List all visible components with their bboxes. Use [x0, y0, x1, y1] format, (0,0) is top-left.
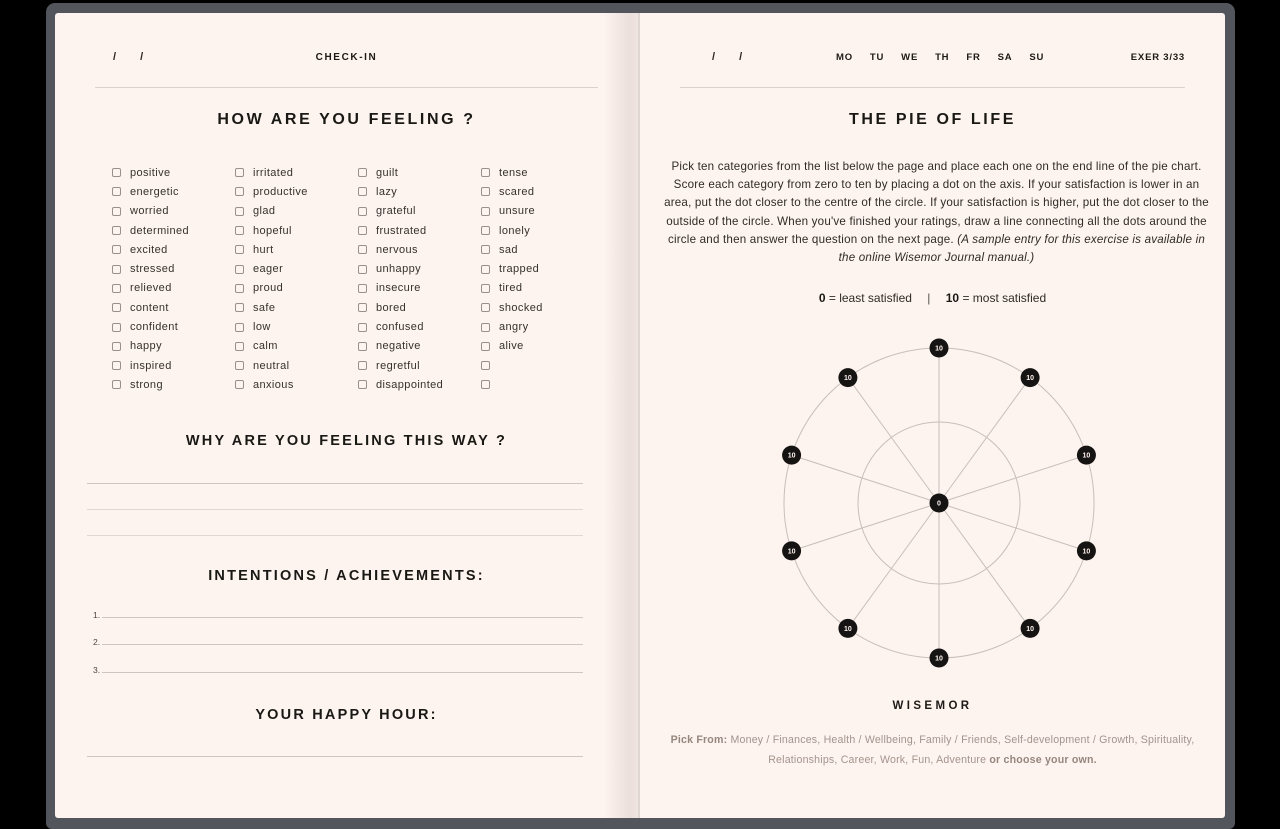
scale-max-value: 10	[945, 291, 960, 305]
intention-number: 3.	[93, 664, 101, 675]
feeling-item	[112, 202, 235, 221]
feeling-item	[235, 337, 358, 356]
weekday-fr[interactable]: FR	[966, 52, 981, 63]
axis-spoke[interactable]	[792, 500, 941, 551]
feeling-label: grateful	[376, 205, 416, 218]
header-divider	[95, 87, 598, 88]
life-wheel	[769, 333, 1109, 673]
feeling-label: stressed	[130, 263, 175, 276]
feeling-item	[358, 182, 481, 201]
feeling-checkbox[interactable]	[481, 361, 490, 370]
intention-line	[93, 618, 583, 646]
axis-spoke[interactable]	[937, 500, 1030, 628]
feeling-checkbox[interactable]	[235, 265, 244, 274]
feeling-label: worried	[130, 205, 169, 218]
feeling-checkbox[interactable]	[235, 207, 244, 216]
feeling-checkbox[interactable]	[235, 245, 244, 254]
axis-end-dot-label: 10	[787, 548, 796, 556]
axis-spoke[interactable]	[939, 455, 1086, 503]
feeling-checkbox[interactable]	[358, 361, 367, 370]
feeling-checkbox[interactable]	[481, 187, 490, 196]
feeling-item	[358, 240, 481, 259]
feeling-item	[112, 259, 235, 278]
feeling-checkbox[interactable]	[235, 226, 244, 235]
feeling-label: proud	[253, 282, 284, 295]
intentions-heading: INTENTIONS / ACHIEVEMENTS:	[208, 568, 485, 584]
axis-end-dot[interactable]	[1077, 446, 1096, 465]
journal-cover	[46, 3, 1235, 829]
axis-end-dot[interactable]	[1021, 619, 1040, 638]
feeling-label: sad	[499, 243, 518, 256]
axis-end-dot[interactable]	[930, 339, 949, 358]
write-line[interactable]	[102, 644, 583, 645]
feeling-label: anxious	[253, 378, 294, 391]
feeling-label: happy	[130, 340, 162, 353]
axis-end-dot[interactable]	[1021, 368, 1040, 387]
scale-min-value: 0	[818, 291, 826, 305]
feeling-label: relieved	[130, 282, 172, 295]
brand-wisemor: WISEMOR	[892, 700, 973, 712]
axis-end-dot[interactable]	[1077, 541, 1096, 560]
feeling-label: tired	[499, 282, 523, 295]
feeling-label: lazy	[376, 185, 398, 198]
feeling-checkbox[interactable]	[358, 380, 367, 389]
feeling-item	[112, 317, 235, 336]
write-line[interactable]	[87, 458, 583, 484]
feeling-item	[235, 356, 358, 375]
feeling-label: bored	[376, 301, 407, 314]
write-line[interactable]	[102, 672, 583, 673]
feeling-checkbox[interactable]	[235, 168, 244, 177]
feeling-label: unhappy	[376, 263, 422, 276]
date-slash: /	[712, 51, 716, 63]
feeling-checkbox[interactable]	[235, 187, 244, 196]
feeling-checkbox[interactable]	[112, 380, 121, 389]
center-dot[interactable]	[930, 494, 949, 513]
feeling-label: energetic	[130, 185, 179, 198]
write-line[interactable]	[87, 510, 583, 536]
feeling-checkbox[interactable]	[481, 380, 490, 389]
axis-spoke[interactable]	[939, 378, 1030, 503]
instructions-note: (A sample entry for this exercise is available in the online Wisemor Journal manual.)	[838, 232, 1206, 265]
date-field[interactable]	[712, 51, 742, 63]
feeling-label: negative	[376, 340, 421, 353]
feeling-checkbox[interactable]	[112, 187, 121, 196]
feeling-checkbox[interactable]	[358, 187, 367, 196]
axis-end-dot-label: 10	[843, 625, 852, 633]
feeling-item	[235, 163, 358, 182]
feeling-item	[235, 202, 358, 221]
feeling-item	[481, 356, 604, 375]
feeling-checkbox[interactable]	[481, 245, 490, 254]
page-pie-of-life	[638, 13, 1225, 818]
axis-spoke[interactable]	[848, 500, 941, 628]
feeling-label: hurt	[253, 243, 274, 256]
axis-end-dot[interactable]	[930, 649, 949, 668]
page-title-check-in: CHECK-IN	[315, 52, 378, 63]
date-slash: /	[113, 51, 117, 63]
axis-end-dot[interactable]	[782, 541, 801, 560]
weekday-tu[interactable]: TU	[869, 52, 885, 63]
feeling-item	[481, 182, 604, 201]
feeling-label: inspired	[130, 359, 172, 372]
feeling-checkbox[interactable]	[235, 380, 244, 389]
categories-footer	[668, 731, 1197, 770]
feeling-checkbox[interactable]	[358, 168, 367, 177]
pie-of-life-heading: THE PIE OF LIFE	[848, 111, 1016, 128]
feeling-checkbox[interactable]	[358, 265, 367, 274]
feelings-grid	[112, 163, 604, 395]
feelings-heading: HOW ARE YOU FEELING ?	[217, 111, 476, 128]
feeling-item	[481, 221, 604, 240]
feeling-label: safe	[253, 301, 276, 314]
feeling-checkbox[interactable]	[358, 323, 367, 332]
feeling-checkbox[interactable]	[358, 284, 367, 293]
feeling-item	[358, 375, 481, 394]
weekday-mo[interactable]: MO	[836, 52, 853, 63]
feeling-checkbox[interactable]	[112, 207, 121, 216]
feeling-label: insecure	[376, 282, 421, 295]
feeling-label: unsure	[499, 205, 536, 218]
feeling-checkbox[interactable]	[481, 168, 490, 177]
feeling-label: shocked	[499, 301, 543, 314]
instructions-main: Pick ten categories from the list below the page and place each one on the end line of the pie chart. Score each category from zero to ten by placing a dot on the axis. If your satisfaction is lower in an area, put the dot closer to the centre of the circle. If your satisfaction is higher, put the dot closer to the outside of the circle. When you've finished your ratings, draw a line connecting all the dots around the circle and then answer the question on the next page.	[664, 160, 1209, 246]
footer-tail: or choose your own.	[989, 753, 1097, 766]
axis-end-dot-label: 10	[1026, 375, 1035, 383]
feeling-checkbox[interactable]	[112, 265, 121, 274]
feeling-item	[235, 375, 358, 394]
scale-min-text: = least satisfied	[828, 291, 912, 305]
intention-number: 2.	[93, 637, 101, 647]
feeling-item	[481, 298, 604, 317]
feeling-label: confident	[130, 321, 179, 334]
write-line[interactable]	[102, 617, 583, 618]
axis-end-dot-label: 10	[935, 655, 943, 663]
feeling-checkbox[interactable]	[112, 361, 121, 370]
axis-spoke[interactable]	[792, 455, 939, 503]
feeling-checkbox[interactable]	[481, 284, 490, 293]
feeling-label: neutral	[253, 359, 290, 372]
feeling-checkbox[interactable]	[112, 168, 121, 177]
feeling-item	[481, 279, 604, 298]
page-check-in	[55, 13, 638, 818]
feeling-checkbox[interactable]	[112, 245, 121, 254]
feeling-checkbox[interactable]	[358, 342, 367, 351]
weekday-su[interactable]: SU	[1029, 52, 1045, 63]
weekday-sa[interactable]: SA	[997, 52, 1013, 63]
feeling-checkbox[interactable]	[235, 323, 244, 332]
feeling-label: strong	[130, 378, 163, 391]
feeling-label: irritated	[253, 166, 294, 179]
feeling-item	[481, 163, 604, 182]
feeling-item	[358, 259, 481, 278]
feeling-item	[112, 337, 235, 356]
feeling-item	[358, 163, 481, 182]
feeling-item	[481, 317, 604, 336]
feeling-item	[112, 221, 235, 240]
footer-categories: Money / Finances, Health / Wellbeing, Family / Friends, Self-development / Growth, Spirituality, Relationships, Career, Work, Fun, Adventure	[730, 734, 1195, 766]
feeling-checkbox[interactable]	[358, 207, 367, 216]
feeling-checkbox[interactable]	[481, 226, 490, 235]
axis-end-dot[interactable]	[838, 619, 857, 638]
feeling-item	[112, 279, 235, 298]
intention-line	[93, 590, 583, 618]
feeling-item	[112, 163, 235, 182]
right-header	[640, 51, 1225, 67]
date-slash: /	[140, 51, 144, 63]
left-header	[55, 51, 638, 67]
feeling-item	[358, 202, 481, 221]
feeling-label: nervous	[376, 243, 418, 256]
feeling-item	[358, 221, 481, 240]
feeling-label: angry	[499, 321, 529, 334]
feeling-checkbox[interactable]	[235, 303, 244, 312]
feeling-item	[235, 182, 358, 201]
feeling-label: confused	[376, 321, 424, 334]
axis-end-dot-label: 10	[1082, 452, 1091, 460]
feeling-item	[358, 298, 481, 317]
feeling-label: positive	[130, 166, 171, 179]
feeling-label: tense	[499, 166, 528, 179]
feeling-item	[112, 356, 235, 375]
feeling-label: alive	[499, 340, 524, 353]
why-lines	[87, 458, 583, 536]
feeling-label: regretful	[376, 359, 420, 372]
axis-end-dot-label: 10	[843, 375, 852, 383]
axis-end-dot-label: 10	[787, 452, 796, 460]
axis-end-dot-label: 10	[1082, 548, 1091, 556]
feelings-column	[112, 163, 235, 395]
feeling-checkbox[interactable]	[112, 284, 121, 293]
feeling-item	[112, 298, 235, 317]
scale-legend	[640, 291, 1225, 305]
feelings-column	[481, 163, 604, 395]
feeling-item	[235, 279, 358, 298]
life-wheel-svg	[769, 333, 1109, 673]
footer-lead: Pick From:	[670, 734, 728, 746]
feeling-label: hopeful	[253, 224, 292, 237]
exercise-counter: EXER 3/33	[1130, 52, 1185, 63]
feeling-item	[235, 298, 358, 317]
feeling-checkbox[interactable]	[481, 323, 490, 332]
feeling-item	[235, 240, 358, 259]
feeling-item	[358, 356, 481, 375]
write-line[interactable]	[87, 484, 583, 510]
feeling-label: productive	[253, 185, 308, 198]
feeling-item	[481, 375, 604, 394]
feeling-checkbox[interactable]	[112, 226, 121, 235]
feeling-checkbox[interactable]	[235, 284, 244, 293]
feelings-column	[235, 163, 358, 395]
feelings-column	[358, 163, 481, 395]
feeling-item	[481, 337, 604, 356]
feeling-label: determined	[130, 224, 190, 237]
intentions-lines	[93, 590, 583, 673]
feeling-checkbox[interactable]	[112, 323, 121, 332]
feeling-label: low	[253, 321, 271, 334]
center-dot-label: 0	[937, 500, 941, 508]
feeling-label: guilt	[376, 166, 399, 179]
axis-end-dot[interactable]	[838, 368, 857, 387]
feeling-item	[235, 259, 358, 278]
axis-spoke[interactable]	[848, 378, 939, 503]
feeling-item	[112, 375, 235, 394]
feeling-item	[358, 317, 481, 336]
feeling-label: eager	[253, 263, 284, 276]
intention-number: 1.	[93, 609, 101, 620]
header-divider	[680, 87, 1185, 88]
feeling-checkbox[interactable]	[235, 361, 244, 370]
write-line[interactable]	[87, 731, 583, 757]
feeling-checkbox[interactable]	[481, 207, 490, 216]
scale-divider: |	[927, 291, 931, 305]
weekday-th[interactable]: TH	[935, 52, 950, 63]
scale-max-text: = most satisfied	[962, 291, 1047, 305]
feeling-item	[481, 202, 604, 221]
feeling-item	[235, 221, 358, 240]
feeling-item	[481, 240, 604, 259]
instructions-text	[660, 158, 1213, 267]
feeling-label: glad	[253, 205, 276, 218]
axis-end-dot[interactable]	[782, 446, 801, 465]
feeling-label: calm	[253, 340, 278, 353]
feeling-label: trapped	[499, 263, 540, 276]
feeling-checkbox[interactable]	[481, 265, 490, 274]
feeling-checkbox[interactable]	[358, 226, 367, 235]
feeling-item	[358, 279, 481, 298]
feeling-item	[481, 259, 604, 278]
feeling-checkbox[interactable]	[481, 342, 490, 351]
feeling-item	[235, 317, 358, 336]
date-slash: /	[739, 51, 743, 63]
feeling-label: content	[130, 301, 169, 314]
feeling-item	[358, 337, 481, 356]
feeling-label: frustrated	[376, 224, 427, 237]
axis-end-dot-label: 10	[1026, 625, 1035, 633]
feeling-item	[112, 240, 235, 259]
happy-hour-heading: YOUR HAPPY HOUR:	[255, 707, 438, 723]
feeling-label: lonely	[499, 224, 531, 237]
intention-line	[93, 645, 583, 673]
journal-spread	[55, 13, 1225, 818]
feeling-label: disappointed	[376, 378, 444, 391]
axis-end-dot-label: 10	[935, 345, 943, 353]
weekday-row	[836, 52, 1044, 63]
feeling-checkbox[interactable]	[481, 303, 490, 312]
feeling-checkbox[interactable]	[235, 342, 244, 351]
feeling-label: scared	[499, 185, 535, 198]
weekday-we[interactable]: WE	[901, 52, 919, 63]
feeling-checkbox[interactable]	[112, 342, 121, 351]
feeling-checkbox[interactable]	[358, 303, 367, 312]
feeling-checkbox[interactable]	[112, 303, 121, 312]
why-heading: WHY ARE YOU FEELING THIS WAY ?	[185, 433, 508, 449]
feeling-label: excited	[130, 243, 168, 256]
feeling-item	[112, 182, 235, 201]
axis-spoke[interactable]	[937, 500, 1086, 551]
feeling-checkbox[interactable]	[358, 245, 367, 254]
